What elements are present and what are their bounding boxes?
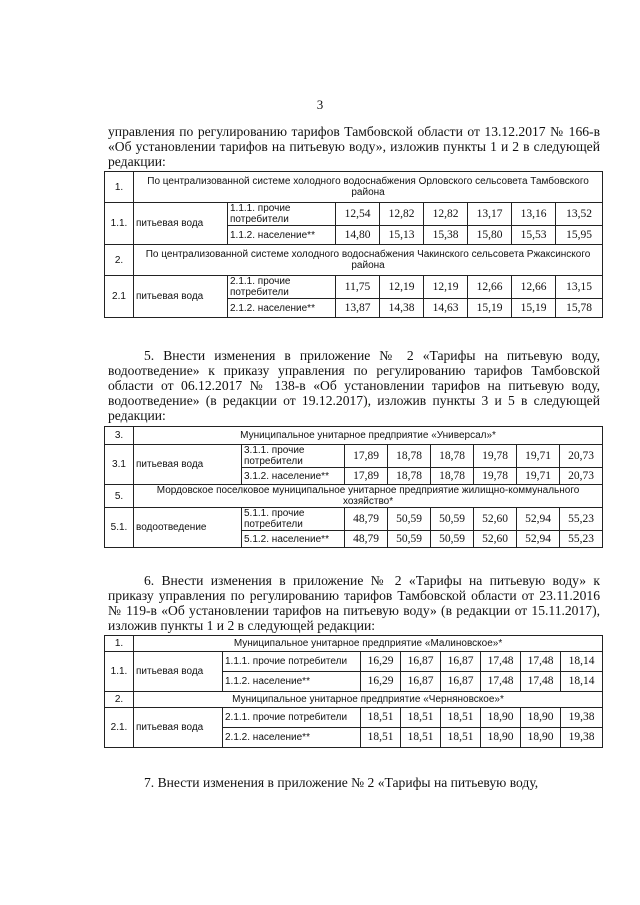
tariff-value: 13,87 xyxy=(336,299,380,318)
tariff-value: 18,78 xyxy=(388,468,431,485)
paragraph-5 xyxy=(108,348,600,423)
tariff-value: 12,19 xyxy=(424,276,468,299)
row-number: 2.1 xyxy=(105,276,134,318)
tariff-value: 18,90 xyxy=(481,728,521,748)
tariff-value: 14,63 xyxy=(424,299,468,318)
tariff-value: 17,48 xyxy=(481,652,521,672)
row-number: 3. xyxy=(105,427,134,445)
section-title: Мордовское поселковое муниципальное унитарное предприятие жилищно-коммунального хозяйство* xyxy=(134,485,603,508)
section-header-row xyxy=(105,636,603,652)
tariff-value: 18,78 xyxy=(431,468,474,485)
tariff-value: 20,73 xyxy=(560,468,603,485)
paragraph-4-tail xyxy=(108,124,600,169)
tariff-value: 18,78 xyxy=(388,445,431,468)
tariff-value: 18,14 xyxy=(561,672,603,692)
service-category: питьевая вода xyxy=(134,445,242,485)
tariff-value: 15,53 xyxy=(512,226,556,245)
consumer-group-label: 3.1.1. прочие потребители xyxy=(242,445,345,468)
tariff-value: 17,48 xyxy=(481,672,521,692)
tariff-value: 13,15 xyxy=(556,276,603,299)
service-category: питьевая вода xyxy=(134,276,228,318)
section-header-row xyxy=(105,172,603,203)
tariff-value: 12,82 xyxy=(380,203,424,226)
paragraph-text: 7. Внести изменения в приложение № 2 «Тарифы на питьевую воду, xyxy=(144,775,539,790)
consumer-group-label: 2.1.1. прочие потребители xyxy=(228,276,336,299)
row-number: 2. xyxy=(105,692,134,708)
tariff-value: 17,48 xyxy=(521,652,561,672)
tariff-value: 18,51 xyxy=(441,708,481,728)
page-number: 3 xyxy=(316,97,324,112)
tariff-value: 16,87 xyxy=(401,672,441,692)
tariff-value: 55,23 xyxy=(560,531,603,548)
tariff-value: 17,48 xyxy=(521,672,561,692)
row-number: 1. xyxy=(105,172,134,203)
tariff-value: 11,75 xyxy=(336,276,380,299)
consumer-group-label: 2.1.2. население** xyxy=(228,299,336,318)
tariff-table-body xyxy=(105,427,603,548)
row-number: 5. xyxy=(105,485,134,508)
consumer-group-label: 2.1.1. прочие потребители xyxy=(223,708,361,728)
paragraph-text: управления по регулированию тарифов Тамбовской области от 13.12.2017 № 166-в «Об установлении тарифов на питьевую воду», изложив пункты 1 и 2 в следующей редакции: xyxy=(108,124,600,169)
tariff-value: 18,14 xyxy=(561,652,603,672)
tariff-value: 15,95 xyxy=(556,226,603,245)
consumer-group-label: 3.1.2. население** xyxy=(242,468,345,485)
tariff-value: 19,78 xyxy=(474,445,517,468)
section-header-row xyxy=(105,427,603,445)
tariff-value: 18,90 xyxy=(521,728,561,748)
tariff-value: 50,59 xyxy=(388,531,431,548)
tariff-value: 18,51 xyxy=(401,728,441,748)
tariff-value: 16,29 xyxy=(361,652,401,672)
tariff-value: 18,78 xyxy=(431,445,474,468)
section-title: Муниципальное унитарное предприятие «Малиновское»* xyxy=(134,636,603,652)
tariff-value: 18,90 xyxy=(521,708,561,728)
consumer-group-label: 1.1.2. население** xyxy=(228,226,336,245)
section-title: Муниципальное унитарное предприятие «Черняновское»* xyxy=(134,692,603,708)
tariff-value: 15,78 xyxy=(556,299,603,318)
tariff-value: 17,89 xyxy=(345,445,388,468)
tariff-value: 20,73 xyxy=(560,445,603,468)
row-number: 2.1. xyxy=(105,708,134,748)
tariff-value: 19,78 xyxy=(474,468,517,485)
row-number: 2. xyxy=(105,245,134,276)
tariff-value: 18,51 xyxy=(361,728,401,748)
consumer-group-label: 1.1.1. прочие потребители xyxy=(223,652,361,672)
service-category: питьевая вода xyxy=(134,652,223,692)
paragraph-text: 6. Внести изменения в приложение № 2 «Тарифы на питьевую воду» к приказу управления по регулированию тарифов Тамбовской области от 23.11.2016 № 119-в «Об установлении тарифов на питьевую воду» (в редакции от 15.11.2017), изложив пункты 1 и 2 в следующей редакции: xyxy=(108,573,600,633)
tariff-value: 14,80 xyxy=(336,226,380,245)
tariff-row xyxy=(105,508,603,531)
tariff-value: 13,17 xyxy=(468,203,512,226)
tariff-value: 52,60 xyxy=(474,508,517,531)
tariff-row xyxy=(105,445,603,468)
tariff-value: 52,94 xyxy=(517,531,560,548)
tariff-value: 15,80 xyxy=(468,226,512,245)
tariff-row xyxy=(105,652,603,672)
tariff-table-3 xyxy=(104,635,603,748)
tariff-value: 18,51 xyxy=(401,708,441,728)
paragraph-7 xyxy=(108,775,600,790)
row-number: 1. xyxy=(105,636,134,652)
paragraph-6 xyxy=(108,573,600,633)
tariff-value: 15,19 xyxy=(468,299,512,318)
tariff-value: 12,19 xyxy=(380,276,424,299)
tariff-value: 17,89 xyxy=(345,468,388,485)
tariff-value: 12,54 xyxy=(336,203,380,226)
tariff-value: 13,52 xyxy=(556,203,603,226)
tariff-row xyxy=(105,203,603,226)
section-title: По централизованной системе холодного водоснабжения Чакинского сельсовета Ржаксинского района xyxy=(134,245,603,276)
tariff-value: 50,59 xyxy=(388,508,431,531)
tariff-value: 18,90 xyxy=(481,708,521,728)
tariff-value: 16,87 xyxy=(441,672,481,692)
tariff-value: 12,66 xyxy=(468,276,512,299)
tariff-table-body xyxy=(105,636,603,748)
tariff-value: 18,51 xyxy=(361,708,401,728)
consumer-group-label: 5.1.1. прочие потребители xyxy=(242,508,345,531)
tariff-value: 19,38 xyxy=(561,728,603,748)
tariff-table-body xyxy=(105,172,603,318)
tariff-value: 48,79 xyxy=(345,508,388,531)
service-category: водоотведение xyxy=(134,508,242,548)
tariff-value: 12,82 xyxy=(424,203,468,226)
service-category: питьевая вода xyxy=(134,203,228,245)
tariff-table-1 xyxy=(104,171,603,318)
row-number: 1.1. xyxy=(105,203,134,245)
tariff-value: 19,71 xyxy=(517,468,560,485)
section-header-row xyxy=(105,692,603,708)
tariff-value: 55,23 xyxy=(560,508,603,531)
tariff-value: 16,87 xyxy=(401,652,441,672)
consumer-group-label: 5.1.2. население** xyxy=(242,531,345,548)
section-header-row xyxy=(105,485,603,508)
row-number: 1.1. xyxy=(105,652,134,692)
tariff-value: 15,19 xyxy=(512,299,556,318)
tariff-value: 19,38 xyxy=(561,708,603,728)
tariff-row xyxy=(105,708,603,728)
section-header-row xyxy=(105,245,603,276)
row-number: 5.1. xyxy=(105,508,134,548)
consumer-group-label: 2.1.2. население** xyxy=(223,728,361,748)
tariff-value: 15,13 xyxy=(380,226,424,245)
tariff-value: 52,94 xyxy=(517,508,560,531)
consumer-group-label: 1.1.1. прочие потребители xyxy=(228,203,336,226)
row-number: 3.1 xyxy=(105,445,134,485)
tariff-table-2 xyxy=(104,426,603,548)
section-title: Муниципальное унитарное предприятие «Универсал»* xyxy=(134,427,603,445)
tariff-value: 48,79 xyxy=(345,531,388,548)
tariff-value: 52,60 xyxy=(474,531,517,548)
tariff-row xyxy=(105,276,603,299)
tariff-value: 16,87 xyxy=(441,652,481,672)
tariff-value: 19,71 xyxy=(517,445,560,468)
tariff-value: 50,59 xyxy=(431,531,474,548)
tariff-value: 13,16 xyxy=(512,203,556,226)
tariff-value: 18,51 xyxy=(441,728,481,748)
tariff-value: 50,59 xyxy=(431,508,474,531)
paragraph-text: 5. Внести изменения в приложение № 2 «Тарифы на питьевую воду, водоотведение» к приказу управления по регулированию тарифов Тамбовской области от 06.12.2017 № 138-в «Об установлении тарифов на питьевую воду, водоотведение» (в редакции от 19.12.2017), изложив пункты 3 и 5 в следующей редакции: xyxy=(108,348,600,423)
section-title: По централизованной системе холодного водоснабжения Орловского сельсовета Тамбовского района xyxy=(134,172,603,203)
tariff-value: 12,66 xyxy=(512,276,556,299)
tariff-value: 16,29 xyxy=(361,672,401,692)
consumer-group-label: 1.1.2. население** xyxy=(223,672,361,692)
tariff-value: 15,38 xyxy=(424,226,468,245)
service-category: питьевая вода xyxy=(134,708,223,748)
tariff-value: 14,38 xyxy=(380,299,424,318)
